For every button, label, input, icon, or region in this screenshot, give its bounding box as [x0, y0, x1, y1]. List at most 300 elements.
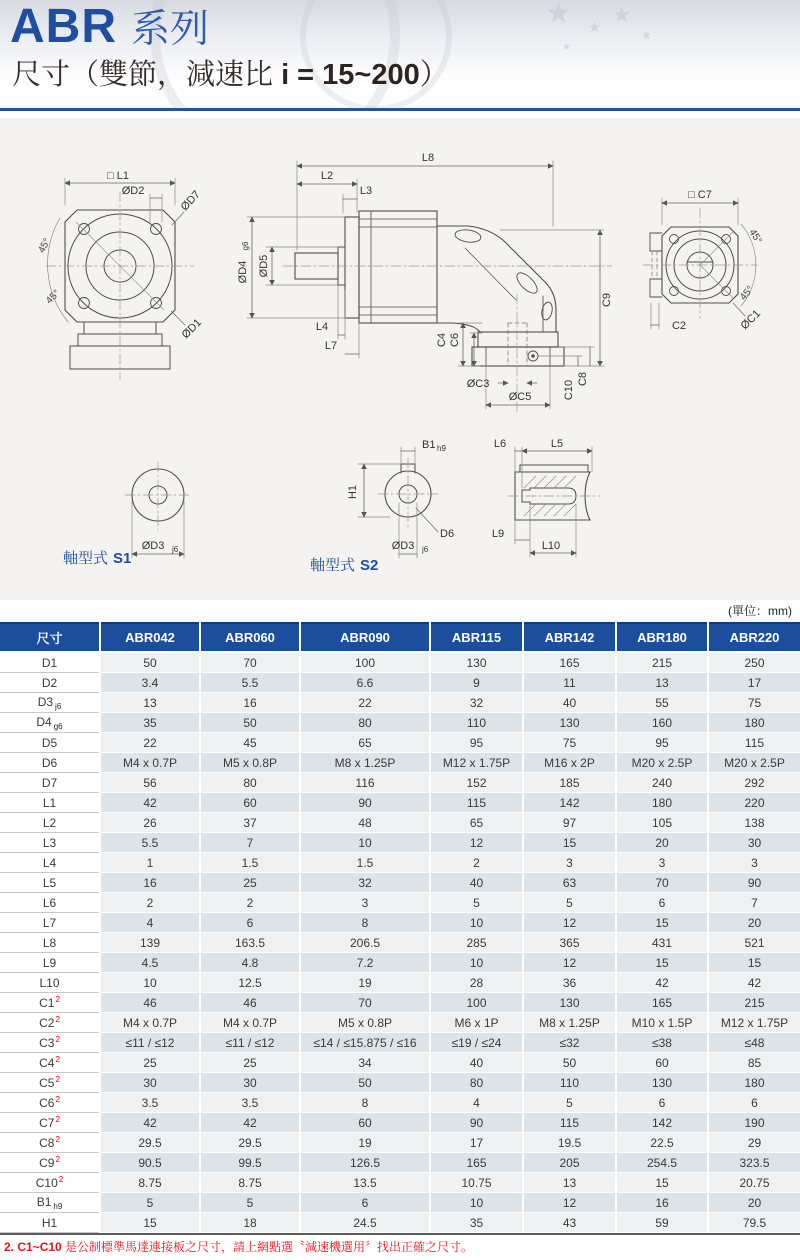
table-row — [0, 853, 800, 873]
dim-label-d2: ØD2 — [121, 185, 145, 197]
spec-value: ≤48 — [708, 1033, 800, 1053]
row-label: L3 — [0, 833, 100, 853]
dim-label-c8: C8 — [577, 371, 589, 387]
shaft-s2-drawing — [310, 438, 600, 574]
table-row — [0, 1133, 800, 1153]
spec-value: M16 x 2P — [523, 753, 616, 773]
spec-value: 13 — [616, 673, 708, 693]
spec-value: 130 — [430, 652, 523, 673]
table-row — [0, 993, 800, 1013]
subtitle-ratio: i = 15~200 — [281, 59, 420, 91]
spec-value: 1.5 — [200, 853, 300, 873]
row-label: B1 $_{h9}$ — [0, 1193, 100, 1213]
spec-value: 12 — [523, 953, 616, 973]
spec-value: 116 — [300, 773, 430, 793]
spec-value: 165 — [523, 652, 616, 673]
row-label: H1 — [0, 1213, 100, 1233]
spec-value: 130 — [523, 713, 616, 733]
spec-value: 110 — [523, 1073, 616, 1093]
dim-label-c5: ØC5 — [508, 391, 532, 403]
spec-value: 215 — [616, 652, 708, 673]
spec-value: 17 — [708, 673, 800, 693]
spec-value: 5.5 — [200, 673, 300, 693]
spec-value: M8 x 1.25P — [523, 1013, 616, 1033]
table-row — [0, 773, 800, 793]
spec-value: M10 x 1.5P — [616, 1013, 708, 1033]
spec-value: 126.5 — [300, 1153, 430, 1173]
row-label: $C1^2$ — [0, 993, 100, 1013]
dim-label-d3: ØD3 — [391, 540, 415, 552]
spec-value: ≤11 / ≤12 — [100, 1033, 200, 1053]
star-decoration: ★ — [641, 28, 652, 42]
table-row — [0, 913, 800, 933]
dim-label-l2: L2 — [320, 170, 334, 182]
spec-value: 15 — [616, 953, 708, 973]
spec-value: 10 — [430, 1193, 523, 1213]
spec-value: 6 — [200, 913, 300, 933]
spec-value: 7 — [200, 833, 300, 853]
spec-value: 13.5 — [300, 1173, 430, 1193]
table-row — [0, 1113, 800, 1133]
spec-value: 4.5 — [100, 953, 200, 973]
spec-table-wrap — [0, 622, 800, 1235]
table-row — [0, 1013, 800, 1033]
spec-value: 152 — [430, 773, 523, 793]
spec-value: 25 — [100, 1053, 200, 1073]
dim-label-d6: D6 — [440, 528, 455, 540]
dim-label-l5: L5 — [550, 438, 564, 450]
spec-value: 8.75 — [100, 1173, 200, 1193]
dim-label-c10: C10 — [563, 379, 575, 401]
spec-value: 115 — [708, 733, 800, 753]
dim-label-d3-sub: j6 — [422, 545, 429, 554]
table-row — [0, 1073, 800, 1093]
angle-label: 45° — [36, 236, 54, 256]
series-title — [10, 0, 209, 54]
spec-value: 60 — [200, 793, 300, 813]
row-label: $C9^2$ — [0, 1153, 100, 1173]
spec-value: 254.5 — [616, 1153, 708, 1173]
spec-value: 20 — [708, 913, 800, 933]
spec-value: 165 — [430, 1153, 523, 1173]
spec-value: 18 — [200, 1213, 300, 1233]
spec-value: 7 — [708, 893, 800, 913]
spec-value: 2 — [430, 853, 523, 873]
angle-label: 45° — [43, 287, 63, 307]
table-row — [0, 1173, 800, 1193]
spec-value: 142 — [616, 1113, 708, 1133]
dim-label-d1: ØD1 — [179, 316, 205, 342]
spec-value: 90 — [300, 793, 430, 813]
spec-value: M4 x 0.7P — [200, 1013, 300, 1033]
shaft-type-s1-label: 軸型式 — [63, 550, 109, 567]
spec-value: 59 — [616, 1213, 708, 1233]
spec-value: 20 — [708, 1193, 800, 1213]
spec-value: 4 — [100, 913, 200, 933]
spec-value: 5 — [100, 1193, 200, 1213]
spec-value: 42 — [708, 973, 800, 993]
angle-label: 45° — [746, 227, 764, 247]
spec-value: M12 x 1.75P — [430, 753, 523, 773]
spec-value: 180 — [708, 713, 800, 733]
shaft-s1-drawing — [63, 462, 191, 567]
row-label: L6 — [0, 893, 100, 913]
spec-value: 3 — [523, 853, 616, 873]
spec-value: 30 — [100, 1073, 200, 1093]
spec-value: ≤32 — [523, 1033, 616, 1053]
spec-value: 13 — [100, 693, 200, 713]
spec-value: 190 — [708, 1113, 800, 1133]
spec-value: 37 — [200, 813, 300, 833]
column-header: ABR090 — [300, 623, 430, 652]
page-subtitle — [12, 52, 449, 93]
table-row — [0, 1153, 800, 1173]
row-label: L8 — [0, 933, 100, 953]
spec-value: 60 — [300, 1113, 430, 1133]
row-label: L5 — [0, 873, 100, 893]
spec-value: M4 x 0.7P — [100, 753, 200, 773]
spec-value: 10 — [430, 913, 523, 933]
spec-value: 110 — [430, 713, 523, 733]
spec-value: 29.5 — [200, 1133, 300, 1153]
spec-value: 22 — [300, 693, 430, 713]
spec-value: 13 — [523, 1173, 616, 1193]
spec-value: 6 — [616, 1093, 708, 1113]
spec-value: 2 — [100, 893, 200, 913]
spec-value: 250 — [708, 652, 800, 673]
column-header: ABR042 — [100, 623, 200, 652]
table-row — [0, 652, 800, 673]
shaft-type-s2-code: S2 — [360, 557, 379, 574]
spec-value: 22 — [100, 733, 200, 753]
spec-value: 15 — [100, 1213, 200, 1233]
spec-value: 3 — [616, 853, 708, 873]
spec-value: 60 — [616, 1053, 708, 1073]
spec-value: 24.5 — [300, 1213, 430, 1233]
spec-value: 240 — [616, 773, 708, 793]
spec-value: 10 — [100, 973, 200, 993]
spec-value: 142 — [523, 793, 616, 813]
table-row — [0, 1093, 800, 1113]
spec-value: 5.5 — [100, 833, 200, 853]
spec-value: 90.5 — [100, 1153, 200, 1173]
dim-label-l4: L4 — [315, 321, 329, 333]
spec-value: 30 — [708, 833, 800, 853]
dim-label-d7: ØD7 — [178, 188, 203, 214]
spec-value: 8 — [300, 913, 430, 933]
spec-value: M4 x 0.7P — [100, 1013, 200, 1033]
table-row — [0, 933, 800, 953]
star-decoration: ★ — [545, 0, 572, 30]
spec-value: 95 — [616, 733, 708, 753]
spec-value: 15 — [616, 913, 708, 933]
column-header: ABR115 — [430, 623, 523, 652]
spec-value: 11 — [523, 673, 616, 693]
subtitle-suffix: ） — [419, 59, 449, 91]
spec-value: 3.4 — [100, 673, 200, 693]
spec-value: 50 — [200, 713, 300, 733]
spec-value: 6 — [300, 1193, 430, 1213]
spec-value: 8.75 — [200, 1173, 300, 1193]
rear-view-drawing — [643, 189, 764, 332]
spec-value: 105 — [616, 813, 708, 833]
column-header: ABR220 — [708, 623, 800, 652]
dim-label-c9: C9 — [601, 292, 613, 308]
spec-value: 5 — [200, 1193, 300, 1213]
star-decoration: ★ — [588, 19, 602, 36]
table-row — [0, 1193, 800, 1213]
spec-value: 10 — [300, 833, 430, 853]
spec-value: 28 — [430, 973, 523, 993]
dim-label-d3-sub: j6 — [172, 545, 179, 554]
spec-value: 185 — [523, 773, 616, 793]
spec-value: ≤14 / ≤15.875 / ≤16 — [300, 1033, 430, 1053]
dim-label-c3: ØC3 — [466, 378, 490, 390]
shaft-type-s2-label: 軸型式 — [310, 557, 356, 574]
spec-value: 215 — [708, 993, 800, 1013]
spec-value: 3 — [708, 853, 800, 873]
spec-value: 85 — [708, 1053, 800, 1073]
spec-value: 95 — [430, 733, 523, 753]
spec-value: 42 — [200, 1113, 300, 1133]
spec-value: 65 — [300, 733, 430, 753]
table-row — [0, 713, 800, 733]
table-row — [0, 813, 800, 833]
spec-value: 90 — [708, 873, 800, 893]
spec-value: 65 — [430, 813, 523, 833]
spec-value: 40 — [430, 873, 523, 893]
spec-value: 32 — [300, 873, 430, 893]
row-label: $C2^2$ — [0, 1013, 100, 1033]
spec-table-body — [0, 652, 800, 1233]
spec-value: 35 — [430, 1213, 523, 1233]
row-label: $C8^2$ — [0, 1133, 100, 1153]
spec-value: 12.5 — [200, 973, 300, 993]
row-label: L10 — [0, 973, 100, 993]
dim-label-l6: L6 — [493, 438, 507, 450]
spec-value: 29.5 — [100, 1133, 200, 1153]
spec-value: 80 — [200, 773, 300, 793]
table-row — [0, 893, 800, 913]
spec-value: 45 — [200, 733, 300, 753]
spec-value: 19 — [300, 973, 430, 993]
subtitle-prefix: 尺寸（雙節，減速比 — [12, 59, 282, 91]
spec-value: 431 — [616, 933, 708, 953]
spec-value: 1.5 — [300, 853, 430, 873]
spec-value: 80 — [430, 1073, 523, 1093]
spec-value: 46 — [100, 993, 200, 1013]
spec-value: 1 — [100, 853, 200, 873]
spec-value: 16 — [616, 1193, 708, 1213]
spec-value: 43 — [523, 1213, 616, 1233]
spec-value: 40 — [430, 1053, 523, 1073]
dim-label-l9: L9 — [491, 528, 505, 540]
spec-value: 5 — [523, 1093, 616, 1113]
spec-value: 42 — [616, 973, 708, 993]
spec-value: 130 — [616, 1073, 708, 1093]
table-row — [0, 973, 800, 993]
table-row — [0, 733, 800, 753]
table-row — [0, 953, 800, 973]
spec-value: 50 — [523, 1053, 616, 1073]
row-label: $C10^2$ — [0, 1173, 100, 1193]
spec-value: 17 — [430, 1133, 523, 1153]
spec-value: 36 — [523, 973, 616, 993]
front-view-drawing — [36, 170, 204, 380]
row-label: $C6^2$ — [0, 1093, 100, 1113]
spec-value: 7.2 — [300, 953, 430, 973]
spec-value: 40 — [523, 693, 616, 713]
spec-value: 9 — [430, 673, 523, 693]
spec-value: 100 — [430, 993, 523, 1013]
spec-value: 3.5 — [100, 1093, 200, 1113]
spec-value: 50 — [300, 1073, 430, 1093]
row-label: D5 — [0, 733, 100, 753]
spec-value: 42 — [100, 1113, 200, 1133]
dim-label-d5: ØD5 — [258, 254, 270, 278]
spec-value: M8 x 1.25P — [300, 753, 430, 773]
row-label: $C4^2$ — [0, 1053, 100, 1073]
spec-value: 90 — [430, 1113, 523, 1133]
spec-value: 180 — [708, 1073, 800, 1093]
table-row — [0, 873, 800, 893]
row-label: L7 — [0, 913, 100, 933]
star-decoration: ★ — [562, 42, 571, 53]
spec-value: 139 — [100, 933, 200, 953]
row-label: L2 — [0, 813, 100, 833]
spec-value: 32 — [430, 693, 523, 713]
dim-label-d3: ØD3 — [141, 540, 165, 552]
spec-value: 19 — [300, 1133, 430, 1153]
spec-value: 365 — [523, 933, 616, 953]
spec-value: 10 — [430, 953, 523, 973]
spec-value: 75 — [523, 733, 616, 753]
spec-value: 3 — [300, 893, 430, 913]
spec-value: 75 — [708, 693, 800, 713]
dim-label-c6: C6 — [449, 332, 461, 348]
dim-label-l8: L8 — [421, 152, 435, 164]
column-header: ABR180 — [616, 623, 708, 652]
row-label: D7 — [0, 773, 100, 793]
spec-value: 8 — [300, 1093, 430, 1113]
dim-label-c7: □ C7 — [688, 189, 712, 201]
dim-label-b1-sub: h9 — [437, 444, 446, 453]
table-row — [0, 793, 800, 813]
spec-value: 323.5 — [708, 1153, 800, 1173]
spec-value: 4.8 — [200, 953, 300, 973]
column-header: ABR142 — [523, 623, 616, 652]
row-label: D1 — [0, 652, 100, 673]
table-row — [0, 673, 800, 693]
table-row — [0, 753, 800, 773]
spec-value: M6 x 1P — [430, 1013, 523, 1033]
table-row — [0, 833, 800, 853]
row-label: L9 — [0, 953, 100, 973]
dim-label-l1: □ L1 — [107, 170, 129, 182]
spec-value: 16 — [200, 693, 300, 713]
spec-value: M20 x 2.5P — [616, 753, 708, 773]
spec-value: 205 — [523, 1153, 616, 1173]
spec-value: 2 — [200, 893, 300, 913]
dim-label-c2: C2 — [671, 320, 687, 332]
series-suffix: 系列 — [131, 8, 210, 51]
spec-value: 26 — [100, 813, 200, 833]
spec-value: ≤38 — [616, 1033, 708, 1053]
technical-drawing-panel — [0, 118, 800, 600]
row-label: $C5^2$ — [0, 1073, 100, 1093]
footnote-prefix: 2. C1~C10 — [4, 1240, 62, 1254]
spec-value: ≤19 / ≤24 — [430, 1033, 523, 1053]
spec-value: M20 x 2.5P — [708, 753, 800, 773]
spec-value: 55 — [616, 693, 708, 713]
row-label: D3 $_{j6}$ — [0, 693, 100, 713]
spec-value: 30 — [200, 1073, 300, 1093]
spec-value: 138 — [708, 813, 800, 833]
spec-value: M12 x 1.75P — [708, 1013, 800, 1033]
row-label: $C3^2$ — [0, 1033, 100, 1053]
table-row — [0, 1033, 800, 1053]
spec-value: 15 — [708, 953, 800, 973]
table-row — [0, 1053, 800, 1073]
page-header — [0, 0, 800, 111]
spec-value: 206.5 — [300, 933, 430, 953]
column-header: 尺寸 — [0, 623, 100, 652]
spec-value: 16 — [100, 873, 200, 893]
spec-value: 12 — [523, 1193, 616, 1213]
spec-value: 70 — [616, 873, 708, 893]
dim-label-c4: C4 — [436, 332, 448, 348]
angle-label: 45° — [738, 284, 757, 303]
dim-label-d4: ØD4 — [237, 260, 249, 284]
dim-label-l3: L3 — [359, 185, 373, 197]
dim-label-d4-sub: g6 — [241, 241, 250, 251]
star-decoration: ★ — [612, 2, 632, 27]
spec-value: 15 — [616, 1173, 708, 1193]
spec-value: 25 — [200, 873, 300, 893]
row-label: D2 — [0, 673, 100, 693]
spec-value: 99.5 — [200, 1153, 300, 1173]
spec-value: 4 — [430, 1093, 523, 1113]
spec-value: 3.5 — [200, 1093, 300, 1113]
spec-value: 220 — [708, 793, 800, 813]
spec-table-header-row — [0, 623, 800, 652]
spec-value: 115 — [430, 793, 523, 813]
spec-value: 19.5 — [523, 1133, 616, 1153]
spec-value: 12 — [523, 913, 616, 933]
spec-value: 6 — [708, 1093, 800, 1113]
row-label: L1 — [0, 793, 100, 813]
shaft-type-s1-code: S1 — [113, 550, 132, 567]
spec-value: 10.75 — [430, 1173, 523, 1193]
spec-value: 22.5 — [616, 1133, 708, 1153]
spec-value: 6 — [616, 893, 708, 913]
spec-value: 42 — [100, 793, 200, 813]
row-label: D4 $_{g6}$ — [0, 713, 100, 733]
row-label: $C7^2$ — [0, 1113, 100, 1133]
spec-value: 163.5 — [200, 933, 300, 953]
spec-value: 130 — [523, 993, 616, 1013]
spec-value: 165 — [616, 993, 708, 1013]
spec-value: 20.75 — [708, 1173, 800, 1193]
spec-value: 35 — [100, 713, 200, 733]
spec-value: 48 — [300, 813, 430, 833]
spec-value: 25 — [200, 1053, 300, 1073]
spec-value: 5 — [523, 893, 616, 913]
spec-value: ≤11 / ≤12 — [200, 1033, 300, 1053]
dim-label-b1: B1 — [422, 439, 436, 451]
spec-value: 20 — [616, 833, 708, 853]
spec-value: 80 — [300, 713, 430, 733]
